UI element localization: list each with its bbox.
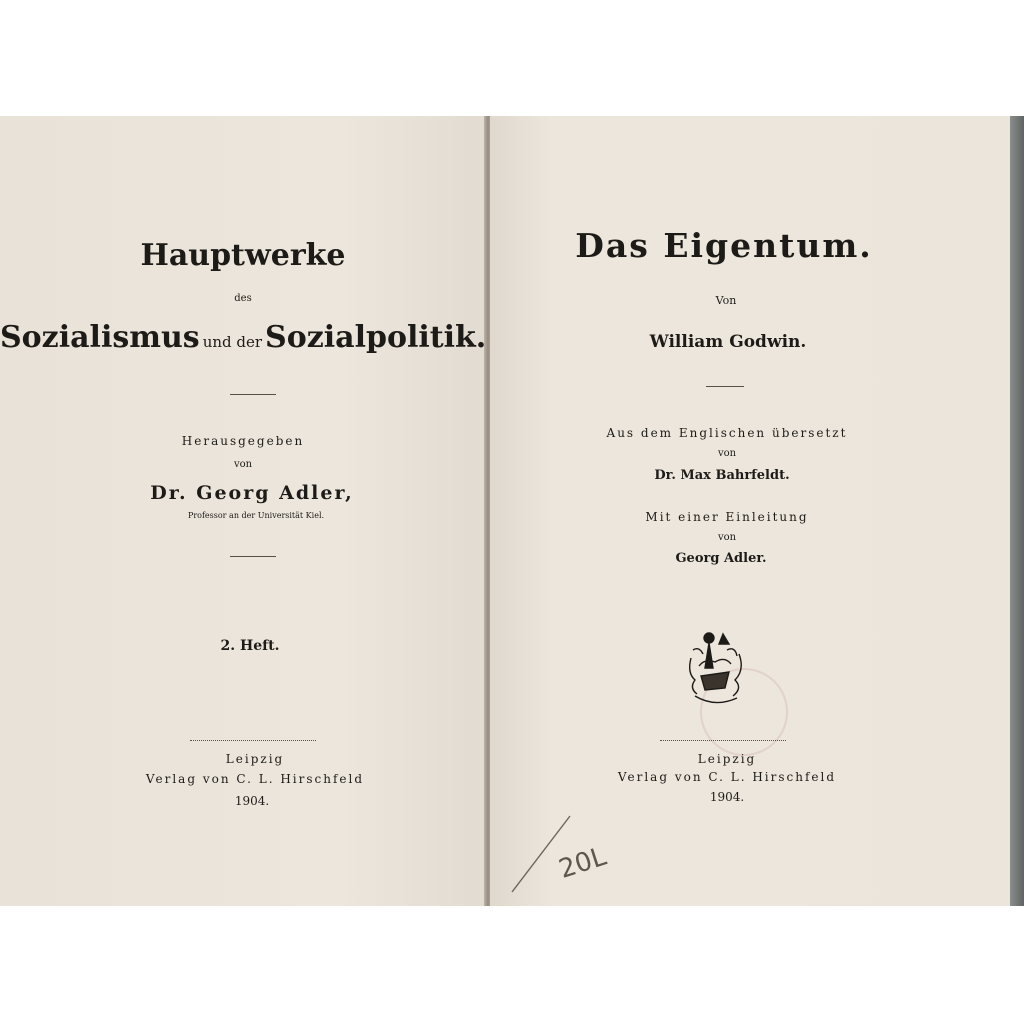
introduction-label: Mit einer Einleitung [645,510,809,524]
series-des: des [234,293,252,304]
translated-label: Aus dem Englischen übersetzt [606,426,848,440]
divider [230,394,276,395]
series-title: Hauptwerke [140,238,346,273]
author-von: Von [715,294,737,307]
imprint-year: 1904. [709,790,745,804]
intro-author: Georg Adler. [675,551,767,566]
translator-name: Dr. Max Bahrfeldt. [654,468,790,483]
book-title: Das Eigentum. [575,226,873,265]
imprint-city: Leipzig [697,752,757,766]
imprint-year: 1904. [234,794,270,808]
divider [660,740,786,741]
svg-text:20L: 20L [555,841,610,885]
divider [706,386,744,387]
series-subtitle-3: Sozialpolitik. [265,320,487,355]
divider [190,740,316,741]
series-subtitle-1: Sozialismus [0,320,200,355]
series-subtitle-2: und der [202,333,263,351]
series-subtitle [0,320,486,355]
editor-name: Dr. Georg Adler, [150,482,354,504]
imprint-publisher: Verlag von C. L. Hirschfeld [617,770,837,784]
handwritten-note [500,806,630,896]
editor-role: Professor an der Universität Kiel. [187,511,325,520]
book-cover-edge [1010,116,1024,906]
imprint-publisher: Verlag von C. L. Hirschfeld [145,772,365,786]
intro-von: von [717,532,737,543]
imprint-city: Leipzig [225,752,285,766]
editor-von: von [233,459,253,470]
divider [230,556,276,557]
herausgegeben-label: Herausgegeben [181,434,305,448]
author-name: William Godwin. [649,332,807,352]
publisher-vignette-icon [685,628,745,710]
heft-number: 2. Heft. [220,638,280,654]
translator-von: von [717,448,737,459]
